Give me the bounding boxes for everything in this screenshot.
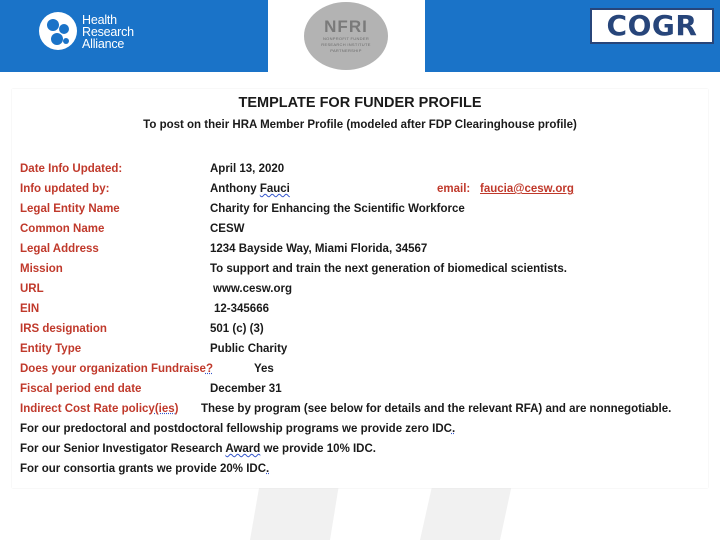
field-label: Date Info Updated: (20, 163, 123, 175)
nfri-logo-sub-3: PARTNERSHIP (330, 48, 362, 53)
field-row (20, 401, 704, 419)
field-label: Legal Address (20, 243, 99, 255)
field-label: Common Name (20, 223, 105, 235)
field-label: URL (20, 283, 44, 295)
field-label: Fiscal period end date (20, 383, 142, 395)
field-row (20, 261, 704, 279)
email-link[interactable]: faucia@cesw.org (480, 183, 574, 195)
field-row (20, 321, 704, 339)
note-line (20, 461, 704, 479)
field-row (20, 221, 704, 239)
spellcheck-word: Award (225, 443, 261, 455)
field-label: Mission (20, 263, 63, 275)
spellcheck-mark: . (266, 463, 270, 475)
note-line (20, 441, 704, 459)
field-value (210, 181, 290, 197)
email-label: email: (437, 183, 471, 195)
hra-logo-icon (38, 11, 78, 51)
field-value: 12-345666 (214, 303, 269, 315)
field-label (20, 361, 213, 377)
field-row (20, 361, 704, 379)
spellcheck-mark: . (451, 423, 456, 435)
field-row (20, 201, 704, 219)
document-subtitle: To post on their HRA Member Profile (modeled after FDP Clearinghouse profile) (143, 119, 577, 131)
field-row (20, 181, 704, 199)
field-value: Yes (254, 363, 274, 375)
spellcheck-word: Fauci (259, 183, 290, 195)
field-row (20, 301, 704, 319)
nfri-logo-sub-2: RESEARCH INSTITUTE (321, 42, 371, 47)
field-row (20, 161, 704, 179)
hra-line-1: Health (82, 13, 117, 27)
field-label: Entity Type (20, 343, 82, 355)
field-row (20, 241, 704, 259)
field-label: Legal Entity Name (20, 203, 120, 215)
url-value[interactable]: www.cesw.org (213, 283, 293, 295)
note-line (20, 421, 704, 439)
nfri-logo-badge (304, 2, 388, 70)
spellcheck-mark: (ies) (154, 403, 179, 415)
note-text: For our consortia grants we provide 20% IDC (20, 463, 267, 475)
field-value: 501 (c) (3) (210, 323, 264, 335)
cogr-logo[interactable] (590, 8, 714, 44)
nfri-logo[interactable] (268, 0, 425, 72)
field-label: EIN (20, 303, 40, 315)
field-value: CESW (210, 223, 245, 235)
value-text: Anthony (210, 183, 260, 195)
field-value: These by program (see below for details and the relevant RFA) and are nonnegotiable. (201, 403, 672, 415)
document-title: TEMPLATE FOR FUNDER PROFILE (238, 95, 482, 111)
nfri-logo-sub-1: NONPROFIT FUNDER (322, 36, 370, 41)
nfri-logo-title: NFRI (324, 17, 368, 36)
header-band (0, 0, 720, 72)
field-value: 1234 Bayside Way, Miami Florida, 34567 (210, 243, 428, 255)
field-value: To support and train the next generation of biomedical scientists. (210, 263, 567, 275)
label-text: Indirect Cost Rate policy (20, 403, 155, 415)
field-value: April 13, 2020 (210, 163, 285, 175)
field-value: December 31 (210, 383, 282, 395)
field-label: Info updated by: (20, 183, 110, 195)
note-text: For our predoctoral and postdoctoral fellowship programs we provide zero IDC (20, 423, 452, 435)
hra-logo-text (82, 14, 134, 50)
field-label: IRS designation (20, 323, 107, 335)
label-text: Does your organization Fundraise (20, 363, 206, 375)
hra-line-2: Research (82, 25, 134, 39)
field-value: Public Charity (210, 343, 288, 355)
note-text-end: we provide 10% IDC. (260, 443, 376, 455)
field-row (20, 381, 704, 399)
field-value: Charity for Enhancing the Scientific Workforce (210, 203, 465, 215)
cogr-logo-text: COGR (606, 9, 698, 42)
field-row (20, 281, 704, 299)
note-text: For our Senior Investigator Research (20, 443, 226, 455)
funder-profile-document (12, 89, 708, 488)
field-label (20, 401, 179, 417)
field-row (20, 341, 704, 359)
hra-line-3: Alliance (82, 37, 125, 51)
hra-logo[interactable] (38, 9, 158, 55)
spellcheck-mark: ? (205, 363, 213, 375)
